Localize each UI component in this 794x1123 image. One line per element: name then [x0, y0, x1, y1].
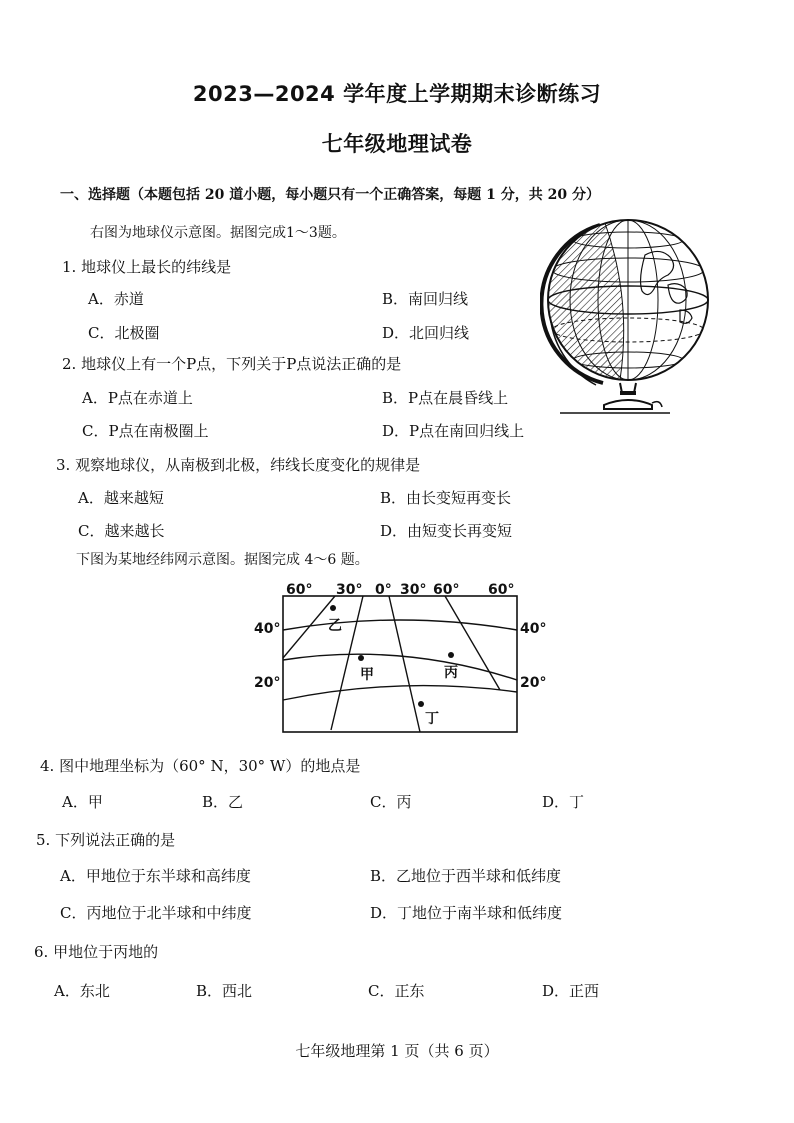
option-3a[interactable]: A．越来越短 [78, 489, 164, 507]
point-yi [330, 605, 336, 611]
option-5a[interactable]: A．甲地位于东半球和高纬度 [60, 867, 251, 885]
option-4b[interactable]: B．乙 [202, 793, 244, 811]
option-5c[interactable]: C．丙地位于北半球和中纬度 [60, 904, 252, 922]
question-number: 1. [62, 258, 77, 276]
question-2 [62, 353, 401, 374]
question-text: 下列说法正确的是 [55, 831, 176, 849]
point-jia [358, 655, 364, 661]
intro-text-globe: 右图为地球仪示意图。据图完成1～3题。 [90, 225, 346, 241]
grid-top-label: 60° [488, 582, 515, 598]
option-1b[interactable]: B．南回归线 [382, 290, 469, 308]
point-label-jia: 甲 [360, 667, 374, 683]
question-text: 地球仪上有一个P点，下列关于P点说法正确的是 [81, 355, 402, 373]
point-label-yi: 乙 [328, 618, 342, 634]
option-2d[interactable]: D．P点在南回归线上 [382, 422, 525, 440]
option-6d[interactable]: D．正西 [542, 982, 600, 1000]
option-6a[interactable]: A．东北 [54, 982, 110, 1000]
option-1c[interactable]: C．北极圈 [88, 324, 160, 342]
question-text: 地球仪上最长的纬线是 [81, 258, 232, 276]
globe-figure [540, 215, 730, 420]
page-footer: 七年级地理第 1 页（共 6 页） [295, 1042, 499, 1060]
intro-text-grid: 下图为某地经纬网示意图。据图完成 4～6 题。 [76, 552, 369, 568]
grid-top-label: 30° [400, 582, 427, 598]
point-label-bing: 丙 [444, 665, 458, 681]
grid-top-label: 60° [286, 582, 313, 598]
grid-top-label: 0° [375, 582, 392, 598]
grid-right-label: 20° [520, 675, 547, 691]
grid-left-label: 20° [254, 675, 281, 691]
question-3 [56, 454, 420, 475]
option-1a[interactable]: A．赤道 [88, 290, 144, 308]
option-1d[interactable]: D．北回归线 [382, 324, 470, 342]
question-6 [34, 941, 158, 962]
option-2b[interactable]: B．P点在晨昏线上 [382, 389, 509, 407]
question-4 [40, 755, 360, 776]
question-number: 5. [36, 831, 51, 849]
page-subtitle: 七年级地理试卷 [321, 132, 473, 156]
question-text: 甲地位于丙地的 [53, 943, 159, 961]
option-3b[interactable]: B．由长变短再变长 [380, 489, 512, 507]
question-text: 观察地球仪，从南极到北极，纬线长度变化的规律是 [75, 456, 421, 474]
question-1 [62, 256, 231, 277]
question-number: 3. [56, 456, 71, 474]
option-3d[interactable]: D．由短变长再变短 [380, 522, 513, 540]
option-4c[interactable]: C．丙 [370, 793, 412, 811]
point-ding [418, 701, 424, 707]
point-label-ding: 丁 [425, 711, 439, 727]
option-2a[interactable]: A．P点在赤道上 [82, 389, 193, 407]
question-number: 4. [40, 757, 55, 775]
question-text: 图中地理坐标为（60° N，30° W）的地点是 [59, 757, 361, 775]
option-5b[interactable]: B．乙地位于西半球和低纬度 [370, 867, 562, 885]
option-2c[interactable]: C．P点在南极圈上 [82, 422, 209, 440]
option-5d[interactable]: D．丁地位于南半球和低纬度 [370, 904, 563, 922]
grid-map [245, 580, 555, 740]
question-number: 2. [62, 355, 77, 373]
option-4a[interactable]: A．甲 [62, 793, 103, 811]
grid-right-label: 40° [520, 621, 547, 637]
option-4d[interactable]: D．丁 [542, 793, 585, 811]
question-number: 6. [34, 943, 49, 961]
point-bing [448, 652, 454, 658]
option-6c[interactable]: C．正东 [368, 982, 425, 1000]
grid-top-label: 30° [336, 582, 363, 598]
question-5 [36, 829, 175, 850]
page-title: 2023—2024 学年度上学期期末诊断练习 [192, 82, 602, 106]
option-6b[interactable]: B．西北 [196, 982, 253, 1000]
grid-top-label: 60° [433, 582, 460, 598]
section-heading: 一、选择题（本题包括 20 道小题，每小题只有一个正确答案，每题 1 分，共 20 分） [60, 187, 600, 203]
option-3c[interactable]: C．越来越长 [78, 522, 165, 540]
grid-left-label: 40° [254, 621, 281, 637]
